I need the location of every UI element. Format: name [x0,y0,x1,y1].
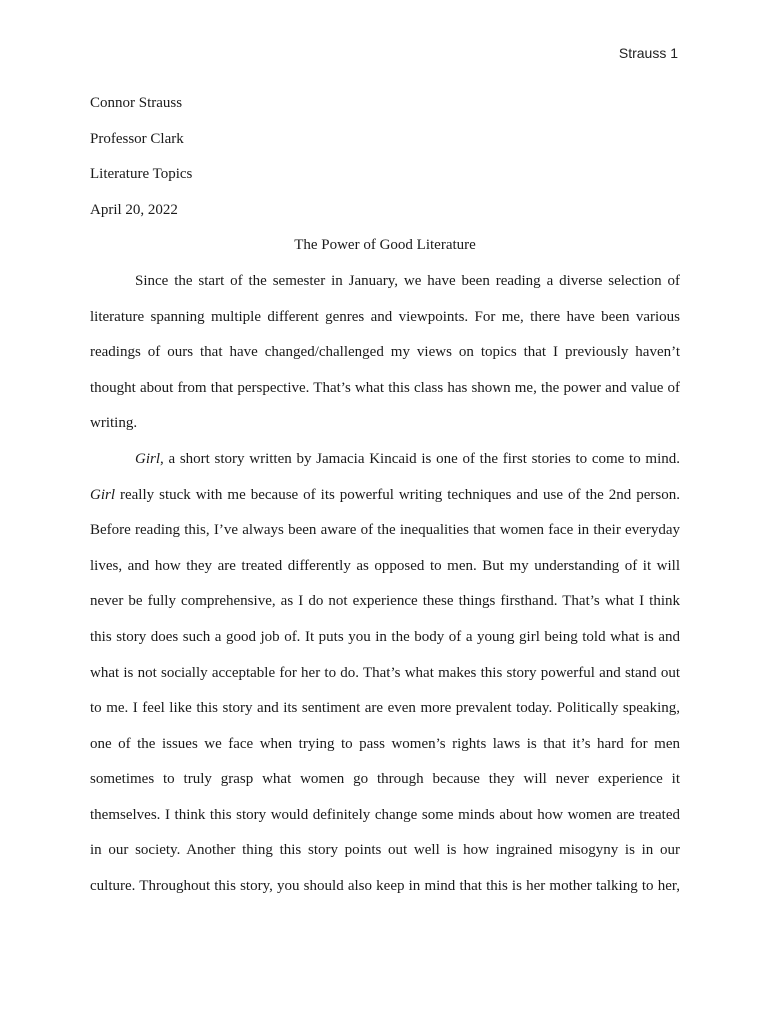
essay-date: April 20, 2022 [90,201,178,218]
story-title-italic: Girl [90,486,116,503]
professor-name: Professor Clark [90,130,184,147]
paragraph-2 [90,442,680,905]
author-name: Connor Strauss [90,95,183,111]
paragraph-2-text-1: , a short story written by Jamacia Kincaid is one of the first stories to come to mind. [160,450,680,467]
essay-body [90,86,680,905]
running-head: Strauss 1 [618,45,678,61]
story-title-italic: Girl [135,450,161,467]
course-name: Literature Topics [90,166,193,183]
essay-title: The Power of Good Literature [294,237,476,254]
paragraph-1: Since the start of the semester in January, we have been reading a diverse selection of literature spanning multiple different genres and viewpoints. For me, there have been various readings of ours that have changed/challenged my views on topics that I previously haven’t thought about from that perspective. That’s what this class has shown me, the power and value of writing. [90,272,680,432]
paragraph-2-text-2: really stuck with me because of its powerful writing techniques and use of the 2nd person. Before reading this, I’ve always been aware of the inequalities that women face in their everyday lives, and how they are treated differently as opposed to men. But my understanding of it will never be fully comprehensive, as I do not experience these things firsthand. That’s what I think this story does such a good job of. It puts you in the body of a young girl being told what is and what is not socially acceptable for her to do. That’s what makes this story powerful and stand out to me. I feel like this story and its sentiment are even more prevalent today. Politically speaking, one of the issues we face when trying to pass women’s rights laws is that it’s hard for men sometimes to truly grasp what women go through because they will never experience it themselves. I think this story would definitely change some minds about how women are treated in our society. Another thing this story points out well is how ingrained misogyny is in our culture. Throughout this story, you should also keep in mind that this is her mother talking to her, [90,486,680,895]
